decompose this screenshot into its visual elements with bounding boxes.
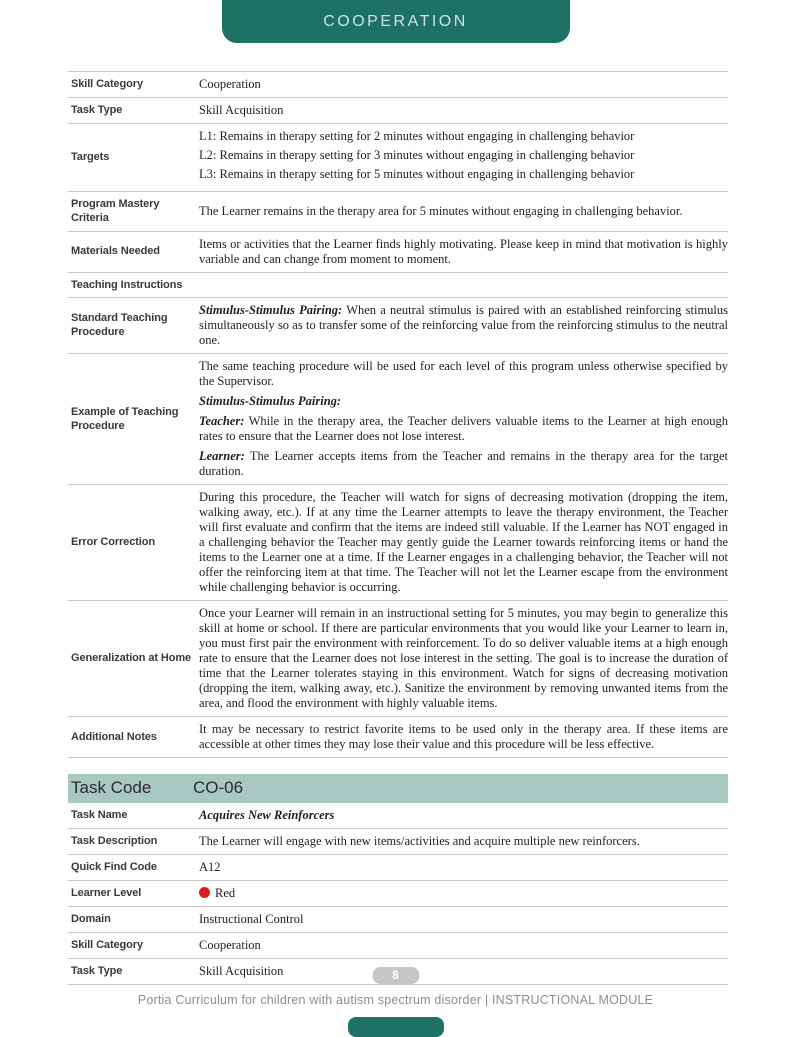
row-value (199, 832, 728, 851)
footer-text: Portia Curriculum for children with autism spectrum disorder | INSTRUCTIONAL MODULE (137, 993, 654, 1007)
row-value (199, 127, 728, 188)
value-paragraph: Items or activities that the Learner finds highly motivating. Please keep in mind that motivation is highly variable and can change from moment to moment. (199, 236, 728, 266)
learner-level-dot (199, 887, 210, 898)
table-row (68, 803, 728, 828)
row-label: Skill Category (71, 78, 143, 91)
row-label: Domain (71, 913, 111, 926)
value-paragraph: Once your Learner will remain in an instructional setting for 5 minutes, you may begin to generalize this skill at home or school. If there are particular environments that you would like your Learner to learn in, you must first pair the environment with reinforcement. To do so deliver valuable items at a high enough rate to ensure that the Learner does not lose interest in the setting. The goal is to increase the duration of time that the Learner tolerates staying in this environment. Watch for signs of decreasing motivation (dropping the item, walking away, etc.). Sanitize the environment by removing unwanted items from the area, and flood the environment with highly valuable items. (199, 605, 728, 710)
paragraph-lead: Stimulus-Stimulus Pairing: (199, 302, 343, 317)
row-value (199, 720, 728, 754)
table-row (68, 932, 728, 958)
row-value (199, 301, 728, 350)
value-paragraph: Teacher: While in the therapy area, the Teacher delivers valuable items to the Learner at high enough rates to ensure that the Learner does not lose interest. (199, 413, 728, 443)
paragraph-lead: Learner: (199, 448, 245, 463)
row-value (199, 235, 728, 269)
value-paragraph: L1: Remains in therapy setting for 2 minutes without engaging in challenging behavior (199, 129, 635, 143)
table-row (68, 600, 728, 716)
row-label: Standard Teaching Procedure (71, 312, 168, 339)
row-label: Materials Needed (71, 245, 160, 258)
row-label: Generalization at Home (71, 652, 192, 665)
value-paragraph (199, 394, 728, 409)
task-details-table (68, 803, 728, 985)
row-value (199, 75, 728, 94)
row-label: Example of Teaching Procedure (71, 405, 179, 432)
row-label: Program Mastery Criteria (71, 198, 160, 225)
row-value (199, 884, 728, 903)
value-paragraph (199, 808, 728, 823)
value-paragraph: A12 (199, 859, 221, 874)
paragraph-lead: Acquires New Reinforcers (199, 807, 335, 822)
paragraph-lead: Teacher: (199, 413, 245, 428)
task-code-label: Task Code (71, 778, 152, 798)
row-label: Task Type (71, 965, 123, 978)
section-title: COOPERATION (323, 12, 468, 30)
paragraph-lead: Stimulus-Stimulus Pairing: (199, 393, 342, 408)
value-paragraph: The Learner remains in the therapy area for 5 minutes without engaging in challenging behavior. (199, 203, 683, 218)
table-row (68, 123, 728, 191)
value-paragraph: Instructional Control (199, 911, 304, 926)
row-value (199, 858, 728, 877)
value-paragraph: L3: Remains in therapy setting for 5 minutes without engaging in challenging behavior (199, 167, 635, 181)
table-row (68, 353, 728, 484)
row-value (199, 936, 728, 955)
page-content (68, 71, 728, 985)
value-paragraph: The same teaching procedure will be used for each level of this program unless otherwise specified by the Supervisor. (199, 358, 728, 388)
row-value (199, 910, 728, 929)
task-code-band (68, 774, 728, 803)
table-row (68, 231, 728, 272)
table-row (68, 191, 728, 231)
row-label: Error Correction (71, 536, 155, 549)
row-label: Additional Notes (71, 730, 157, 743)
value-paragraph: Cooperation (199, 937, 261, 952)
next-page-tab-partial (348, 1017, 444, 1037)
table-row (68, 272, 728, 297)
value-paragraph: The Learner will engage with new items/activities and acquire multiple new reinforcers. (199, 833, 640, 848)
row-label: Quick Find Code (71, 861, 157, 874)
value-paragraph: During this procedure, the Teacher will watch for signs of decreasing motivation (dropping the item, walking away, etc.). If at any time the Learner attempts to leave the therapy environment, the Teacher will first evaluate and confirm that the items are indeed still valuable. If the Learner has NOT engaged in a challenging behavior the Teacher may gently guide the Learner towards reinforcing items or hand the items to the Learner one at a time. If the Learner engages in a challenging behavior, the Teacher will not offer the reinforcing item at that time. The Teacher will not let the Learner escape from the environment while challenging behavior is occurring. (199, 489, 728, 594)
row-value (199, 806, 728, 825)
value-paragraph: Skill Acquisition (199, 963, 284, 978)
page-number: 8 (392, 969, 399, 982)
table-row (68, 906, 728, 932)
value-paragraph: It may be necessary to restrict favorite items to be used only in the therapy area. If these items are accessible at other times they may lose their value and this procedure will be less effective. (199, 721, 728, 751)
table-row (68, 880, 728, 906)
row-value (199, 101, 728, 120)
row-label: Skill Category (71, 939, 143, 952)
row-value (199, 283, 728, 287)
row-label: Learner Level (71, 887, 142, 900)
row-value (199, 202, 728, 221)
task-code-value: CO-06 (193, 778, 244, 798)
row-value (199, 604, 728, 713)
program-details-table (68, 71, 728, 758)
value-paragraph: Learner: The Learner accepts items from the Teacher and remains in the therapy area for the target duration. (199, 448, 728, 478)
page-number-badge (372, 967, 419, 984)
table-row (68, 72, 728, 97)
value-paragraph: Stimulus-Stimulus Pairing: When a neutral stimulus is paired with an established reinforcing stimulus simultaneously so as to transfer some of the reinforcing value from the reinforcing stimulus to the neutral one. (199, 302, 728, 347)
row-label: Teaching Instructions (71, 278, 183, 291)
table-row (68, 484, 728, 600)
section-header-tab (222, 0, 570, 43)
table-row (68, 854, 728, 880)
value-paragraph: Red (199, 886, 728, 901)
row-value (199, 962, 728, 981)
value-paragraph: L2: Remains in therapy setting for 3 minutes without engaging in challenging behavior (199, 148, 635, 162)
value-paragraph: Cooperation (199, 77, 261, 91)
row-label: Task Type (71, 104, 123, 117)
row-value (199, 357, 728, 481)
table-row (68, 297, 728, 353)
table-row (68, 97, 728, 123)
value-paragraph: Skill Acquisition (199, 103, 284, 117)
row-label: Task Name (71, 809, 128, 822)
row-label: Task Description (71, 835, 158, 848)
row-label: Targets (71, 151, 110, 164)
table-row (68, 716, 728, 757)
row-value (199, 488, 728, 597)
table-row (68, 828, 728, 854)
